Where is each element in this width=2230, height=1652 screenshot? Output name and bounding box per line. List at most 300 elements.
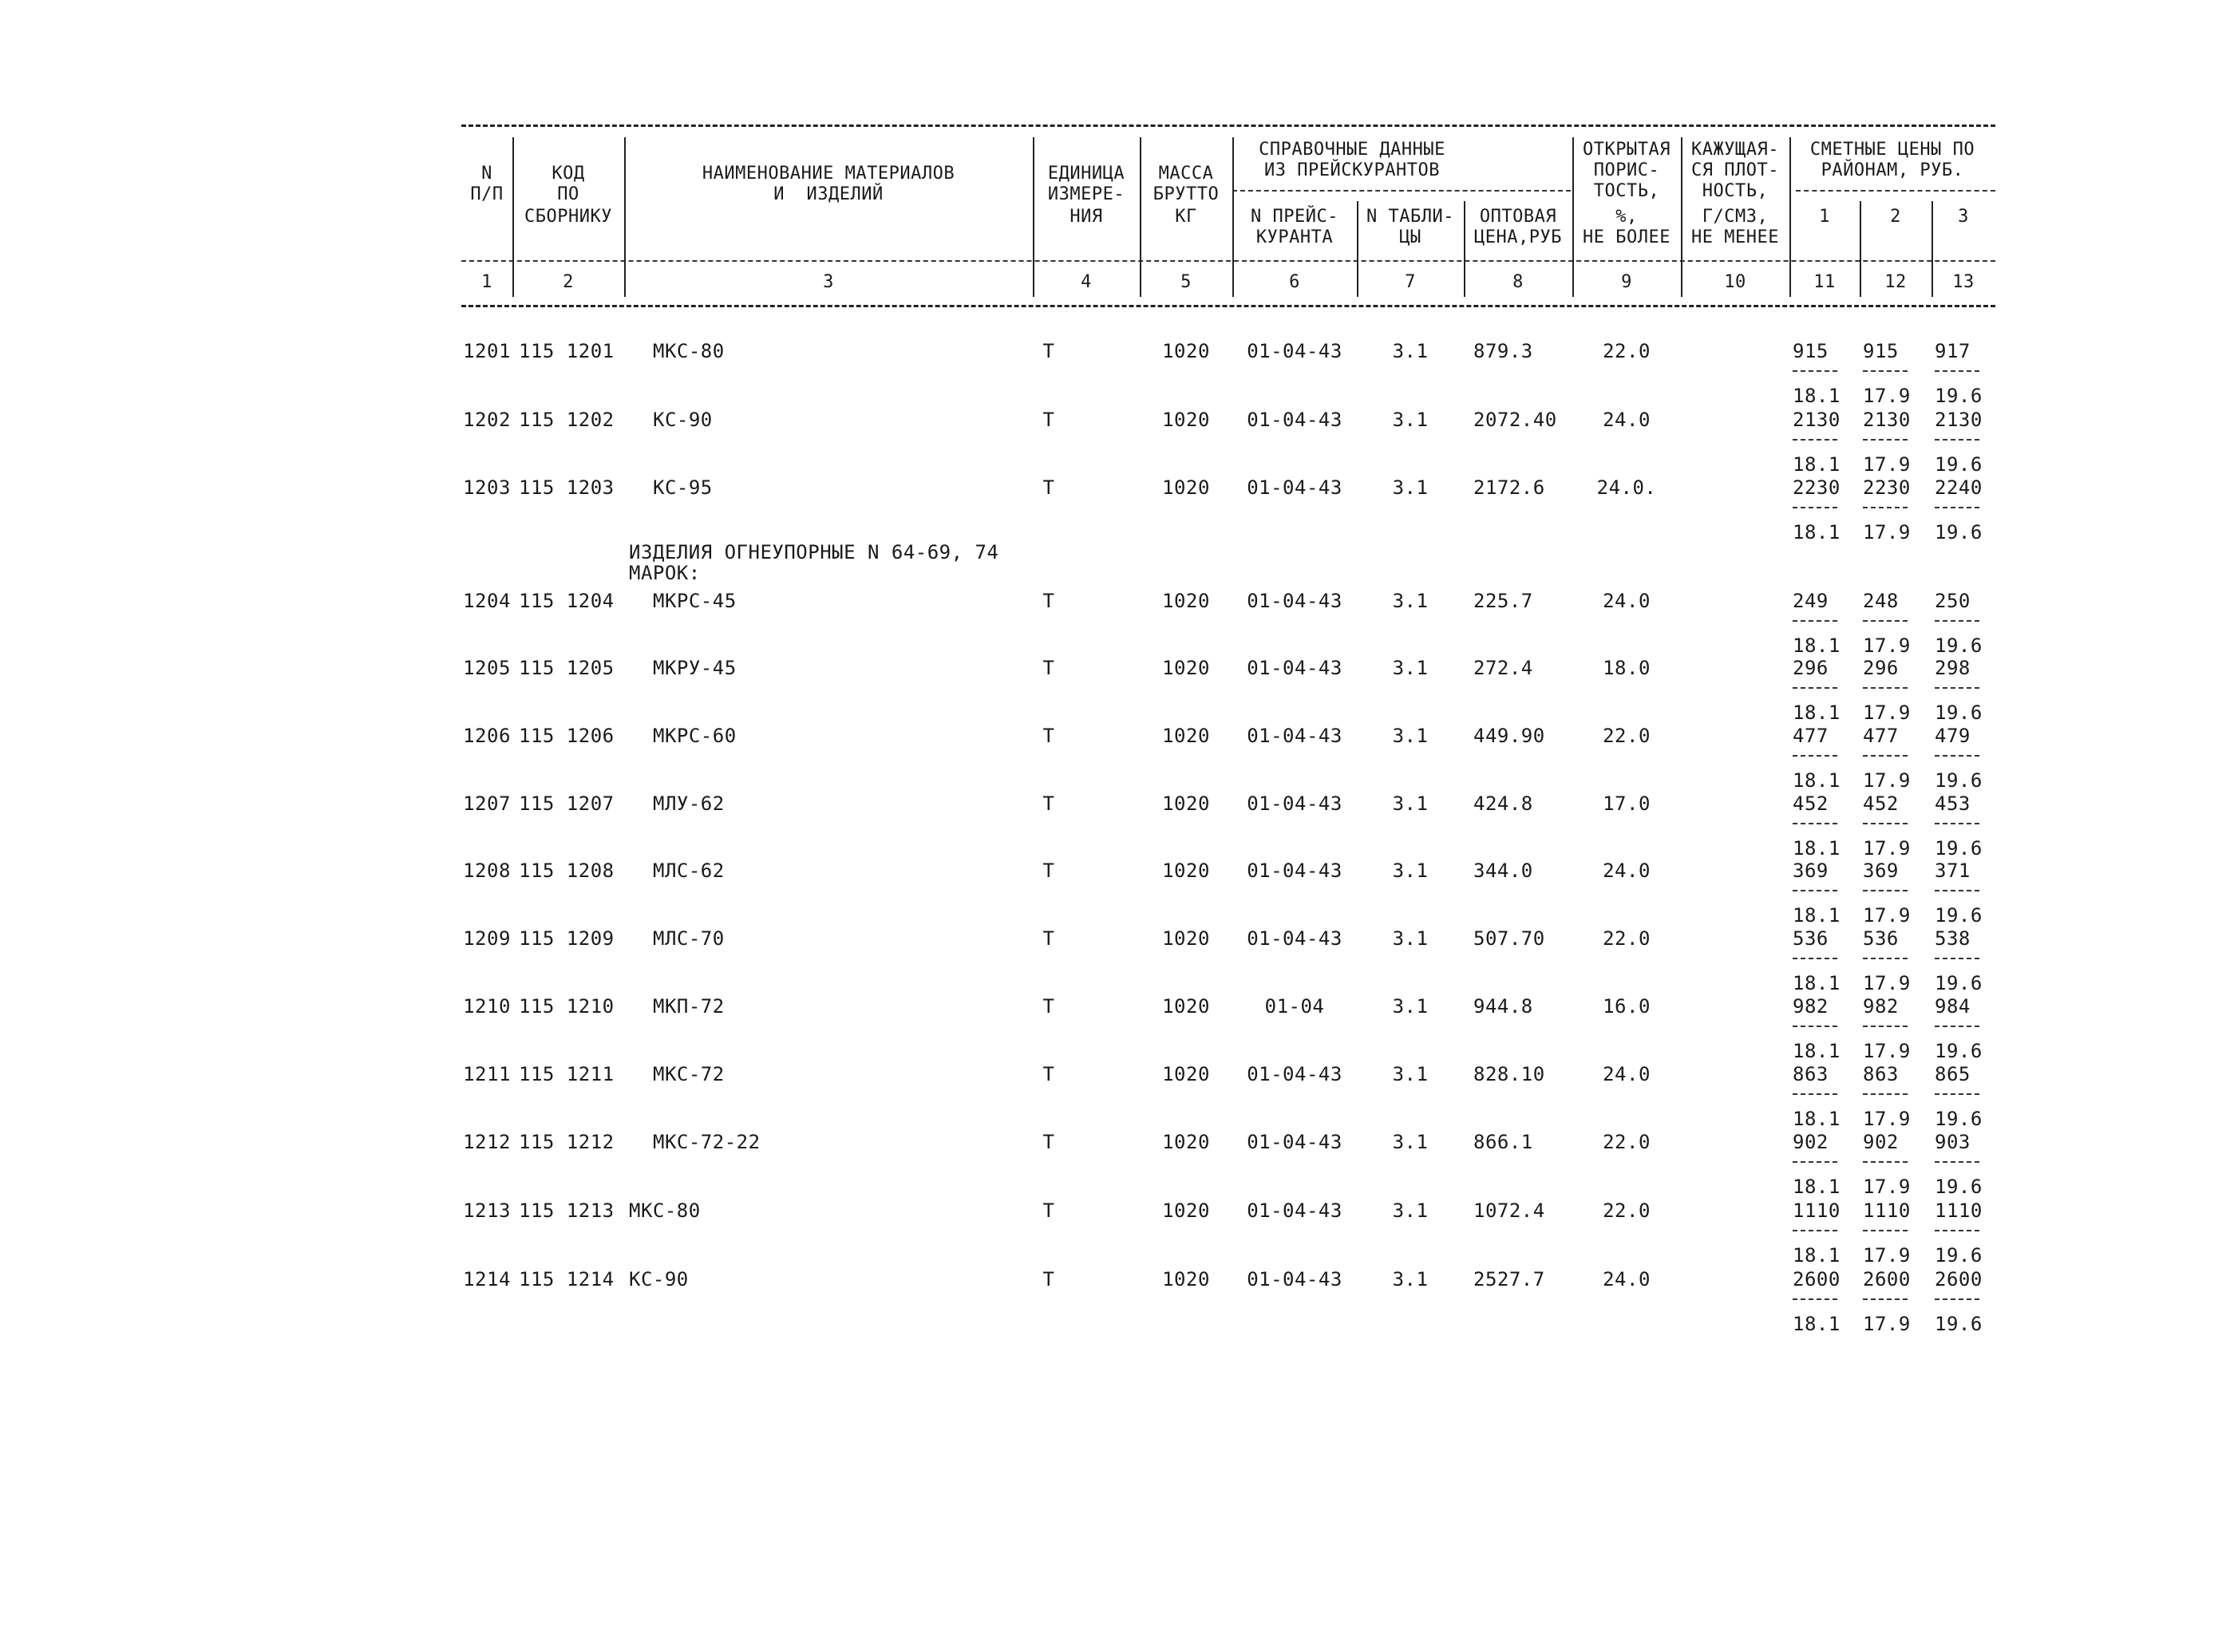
fraction-bar: [1863, 1161, 1908, 1163]
hdr-region-1: 1: [1819, 207, 1830, 227]
fraction-bar: [1793, 1161, 1837, 1163]
cell-pk: 01-04-43: [1247, 340, 1342, 362]
cell-code: 115 1201: [519, 340, 615, 362]
hdr-col4-l2: ИЗМЕРЕ-: [1047, 184, 1125, 204]
cell-name: КС-95: [653, 476, 713, 499]
cell-unit: Т: [1042, 340, 1055, 362]
colnum-11: 11: [1813, 272, 1836, 292]
fraction-bar: [1793, 958, 1837, 959]
cell-k2: 17.9: [1863, 453, 1911, 476]
fraction-bar: [1863, 958, 1908, 959]
cell-price: 866.1: [1473, 1131, 1533, 1153]
header-sub-rule-ref: [1232, 190, 1571, 192]
cell-unit: Т: [1042, 409, 1055, 431]
cell-n: 1204: [463, 590, 511, 612]
cell-mass: 1020: [1162, 476, 1210, 499]
cell-k3: 19.6: [1935, 521, 1983, 543]
cell-tab: 3.1: [1392, 340, 1429, 362]
cell-pk: 01-04-43: [1247, 590, 1342, 612]
cell-k2: 17.9: [1863, 702, 1911, 724]
cell-p1: 452: [1793, 792, 1829, 815]
cell-pk: 01-04-43: [1247, 792, 1342, 815]
cell-p2: 536: [1863, 927, 1899, 950]
cell-p1: 915: [1793, 340, 1829, 362]
cell-p2: 863: [1863, 1063, 1899, 1085]
fraction-bar: [1863, 890, 1908, 891]
hdr-col9-l4: %,: [1615, 207, 1638, 227]
colnum-13: 13: [1952, 272, 1975, 292]
cell-n: 1205: [463, 657, 511, 679]
cell-k3: 19.6: [1935, 702, 1983, 724]
cell-price: 2527.7: [1473, 1268, 1545, 1290]
cell-name: КС-90: [653, 409, 713, 431]
colnum-6: 6: [1289, 272, 1300, 292]
fraction-bar: [1863, 439, 1908, 441]
cell-k1: 18.1: [1793, 1176, 1841, 1198]
cell-por: 22.0: [1603, 1199, 1651, 1222]
cell-por: 22.0: [1603, 340, 1651, 362]
cell-tab: 3.1: [1392, 1063, 1429, 1085]
hdr-col5-l2: БРУТТО: [1153, 184, 1220, 204]
fraction-bar: [1935, 890, 1979, 891]
colnum-10: 10: [1724, 272, 1746, 292]
colnum-8: 8: [1512, 272, 1524, 292]
fraction-bar: [1935, 620, 1979, 622]
cell-price: 1072.4: [1473, 1199, 1545, 1222]
cell-mass: 1020: [1162, 340, 1210, 362]
cell-price: 944.8: [1473, 995, 1533, 1018]
cell-k2: 17.9: [1863, 837, 1911, 860]
fraction-bar: [1863, 1026, 1908, 1027]
fraction-bar: [1935, 439, 1979, 441]
cell-pk: 01-04-43: [1247, 476, 1342, 499]
cell-code: 115 1207: [519, 792, 615, 815]
fraction-bar: [1793, 370, 1837, 372]
fraction-bar: [1935, 823, 1979, 824]
colnum-9: 9: [1621, 272, 1632, 292]
hdr-group-ref-l1: СПРАВОЧНЫЕ ДАННЫЕ: [1259, 140, 1445, 160]
fraction-bar: [1935, 1026, 1979, 1027]
cell-mass: 1020: [1162, 927, 1210, 950]
fraction-bar: [1793, 1298, 1837, 1300]
cell-k1: 18.1: [1793, 1108, 1841, 1130]
cell-unit: Т: [1042, 1199, 1055, 1222]
hdr-col7-l2: ЦЫ: [1399, 227, 1421, 247]
cell-p2: 915: [1863, 340, 1899, 362]
cell-k1: 18.1: [1793, 1313, 1841, 1335]
cell-n: 1202: [463, 409, 511, 431]
cell-p2: 452: [1863, 792, 1899, 815]
cell-tab: 3.1: [1392, 657, 1429, 679]
cell-por: 24.0: [1603, 860, 1651, 882]
cell-mass: 1020: [1162, 409, 1210, 431]
cell-tab: 3.1: [1392, 725, 1429, 747]
cell-pk: 01-04-43: [1247, 1199, 1342, 1222]
hdr-col5-l3: КГ: [1175, 207, 1197, 227]
cell-p3: 865: [1935, 1063, 1971, 1085]
fraction-bar: [1863, 755, 1908, 757]
cell-unit: Т: [1042, 1268, 1055, 1290]
cell-por: 24.0: [1603, 1268, 1651, 1290]
fraction-bar: [1935, 958, 1979, 959]
fraction-bar: [1793, 755, 1837, 757]
cell-code: 115 1204: [519, 590, 615, 612]
hdr-col4-l3: НИЯ: [1070, 207, 1103, 227]
fraction-bar: [1863, 370, 1908, 372]
fraction-bar: [1793, 620, 1837, 622]
hdr-col8-l2: ЦЕНА,РУБ: [1474, 227, 1562, 247]
cell-unit: Т: [1042, 590, 1055, 612]
hdr-col7-l1: N ТАБЛИ-: [1366, 207, 1454, 227]
cell-por: 16.0: [1603, 995, 1651, 1018]
cell-p1: 536: [1793, 927, 1829, 950]
cell-pk: 01-04-43: [1247, 1063, 1342, 1085]
cell-code: 115 1214: [519, 1268, 615, 1290]
fraction-bar: [1863, 620, 1908, 622]
cell-k3: 19.6: [1935, 1040, 1983, 1062]
hdr-col6-l1: N ПРЕЙС-: [1251, 207, 1338, 227]
cell-k2: 17.9: [1863, 634, 1911, 657]
fraction-bar: [1935, 1161, 1979, 1163]
cell-n: 1212: [463, 1131, 511, 1153]
cell-name: МКС-80: [653, 340, 725, 362]
cell-p1: 902: [1793, 1131, 1829, 1153]
fraction-bar: [1793, 507, 1837, 508]
cell-p3: 250: [1935, 590, 1971, 612]
hdr-group-prices-l2: РАЙОНАМ, РУБ.: [1821, 160, 1964, 180]
cell-k2: 17.9: [1863, 769, 1911, 792]
cell-unit: Т: [1042, 657, 1055, 679]
cell-k1: 18.1: [1793, 769, 1841, 792]
cell-price: 344.0: [1473, 860, 1533, 882]
header-top-rule: [461, 124, 1995, 127]
cell-p3: 453: [1935, 792, 1971, 815]
cell-p3: 2240: [1935, 476, 1983, 499]
fraction-bar: [1793, 1230, 1837, 1231]
header-sub-rule-prices: [1796, 190, 1995, 192]
cell-mass: 1020: [1162, 860, 1210, 882]
cell-k1: 18.1: [1793, 1244, 1841, 1267]
cell-p3: 903: [1935, 1131, 1971, 1153]
cell-mass: 1020: [1162, 1268, 1210, 1290]
fraction-bar: [1935, 370, 1979, 372]
fraction-bar: [1863, 507, 1908, 508]
colnum-7: 7: [1405, 272, 1416, 292]
hdr-col2-l3: СБОРНИКУ: [524, 207, 612, 227]
header-bottom-rule: [461, 305, 1995, 307]
cell-p2: 296: [1863, 657, 1899, 679]
cell-k1: 18.1: [1793, 521, 1841, 543]
fraction-bar: [1793, 439, 1837, 441]
cell-mass: 1020: [1162, 995, 1210, 1018]
cell-price: 449.90: [1473, 725, 1545, 747]
cell-p2: 902: [1863, 1131, 1899, 1153]
cell-p1: 2600: [1793, 1268, 1841, 1290]
cell-code: 115 1210: [519, 995, 615, 1018]
cell-k1: 18.1: [1793, 385, 1841, 407]
cell-n: 1207: [463, 792, 511, 815]
cell-k1: 18.1: [1793, 702, 1841, 724]
hdr-col10-l1: КАЖУЩАЯ-: [1691, 140, 1779, 160]
cell-price: 879.3: [1473, 340, 1533, 362]
cell-k2: 17.9: [1863, 972, 1911, 994]
hdr-col9-l2: ПОРИС-: [1593, 160, 1660, 180]
cell-code: 115 1202: [519, 409, 615, 431]
cell-n: 1203: [463, 476, 511, 499]
cell-k2: 17.9: [1863, 521, 1911, 543]
cell-code: 115 1213: [519, 1199, 615, 1222]
cell-tab: 3.1: [1392, 1268, 1429, 1290]
hdr-group-ref-l2: ИЗ ПРЕЙСКУРАНТОВ: [1264, 160, 1440, 180]
hdr-col9-l5: НЕ БОЛЕЕ: [1583, 227, 1671, 247]
cell-p1: 863: [1793, 1063, 1829, 1085]
cell-n: 1206: [463, 725, 511, 747]
cell-unit: Т: [1042, 927, 1055, 950]
cell-name: МКС-80: [629, 1199, 701, 1222]
hdr-col10-l4: Г/СМ3,: [1702, 207, 1769, 227]
cell-k3: 19.6: [1935, 904, 1983, 927]
hdr-col5-l1: МАССА: [1158, 164, 1214, 184]
cell-por: 24.0: [1603, 1063, 1651, 1085]
cell-name: МКС-72-22: [653, 1131, 761, 1153]
cell-price: 2172.6: [1473, 476, 1545, 499]
cell-unit: Т: [1042, 476, 1055, 499]
fraction-bar: [1935, 1093, 1979, 1095]
cell-pk: 01-04-43: [1247, 1131, 1342, 1153]
cell-mass: 1020: [1162, 1131, 1210, 1153]
colnum-4: 4: [1081, 272, 1092, 292]
cell-k2: 17.9: [1863, 1176, 1911, 1198]
hdr-col10-l5: НЕ МЕНЕЕ: [1691, 227, 1779, 247]
cell-n: 1201: [463, 340, 511, 362]
cell-price: 424.8: [1473, 792, 1533, 815]
cell-price: 828.10: [1473, 1063, 1545, 1085]
cell-code: 115 1208: [519, 860, 615, 882]
cell-k3: 19.6: [1935, 385, 1983, 407]
cell-k1: 18.1: [1793, 634, 1841, 657]
cell-p2: 2130: [1863, 409, 1911, 431]
cell-unit: Т: [1042, 860, 1055, 882]
fraction-bar: [1793, 1026, 1837, 1027]
cell-p1: 249: [1793, 590, 1829, 612]
cell-unit: Т: [1042, 1131, 1055, 1153]
cell-por: 24.0: [1603, 590, 1651, 612]
cell-name: МКРС-60: [653, 725, 737, 747]
cell-name: МЛС-62: [653, 860, 725, 882]
cell-tab: 3.1: [1392, 409, 1429, 431]
fraction-bar: [1935, 1298, 1979, 1300]
cell-p3: 2130: [1935, 409, 1983, 431]
cell-k3: 19.6: [1935, 1176, 1983, 1198]
cell-k3: 19.6: [1935, 1244, 1983, 1267]
cell-mass: 1020: [1162, 657, 1210, 679]
fraction-bar: [1793, 890, 1837, 891]
cell-por: 24.0.: [1596, 476, 1657, 499]
cell-p1: 477: [1793, 725, 1829, 747]
cell-p3: 2600: [1935, 1268, 1983, 1290]
fraction-bar: [1863, 823, 1908, 824]
colnum-3: 3: [823, 272, 834, 292]
cell-unit: Т: [1042, 792, 1055, 815]
cell-price: 2072.40: [1473, 409, 1557, 431]
cell-k3: 19.6: [1935, 1108, 1983, 1130]
hdr-col10-l3: НОСТЬ,: [1702, 181, 1769, 201]
hdr-col10-l2: СЯ ПЛОТ-: [1691, 160, 1779, 180]
cell-p3: 984: [1935, 995, 1971, 1018]
cell-p2: 2600: [1863, 1268, 1911, 1290]
fraction-bar: [1935, 755, 1979, 757]
hdr-col3-l2: И ИЗДЕЛИЙ: [773, 184, 884, 204]
cell-k2: 17.9: [1863, 1040, 1911, 1062]
cell-k3: 19.6: [1935, 1313, 1983, 1335]
cell-p2: 1110: [1863, 1199, 1911, 1222]
cell-p2: 248: [1863, 590, 1899, 612]
cell-n: 1211: [463, 1063, 511, 1085]
cell-k2: 17.9: [1863, 1244, 1911, 1267]
cell-name: МЛС-70: [653, 927, 725, 950]
cell-tab: 3.1: [1392, 476, 1429, 499]
fraction-bar: [1863, 1230, 1908, 1231]
cell-por: 18.0: [1603, 657, 1651, 679]
cell-code: 115 1205: [519, 657, 615, 679]
hdr-col1-l2: П/П: [470, 184, 504, 204]
fraction-bar: [1793, 687, 1837, 689]
cell-unit: Т: [1042, 725, 1055, 747]
cell-unit: Т: [1042, 1063, 1055, 1085]
cell-price: 272.4: [1473, 657, 1533, 679]
cell-p1: 1110: [1793, 1199, 1841, 1222]
fraction-bar: [1863, 1093, 1908, 1095]
cell-p3: 917: [1935, 340, 1971, 362]
cell-price: 225.7: [1473, 590, 1533, 612]
hdr-group-prices-l1: СМЕТНЫЕ ЦЕНЫ ПО: [1809, 140, 1975, 160]
cell-k1: 18.1: [1793, 972, 1841, 994]
cell-p1: 369: [1793, 860, 1829, 882]
cell-pk: 01-04-43: [1247, 927, 1342, 950]
cell-n: 1210: [463, 995, 511, 1018]
cell-name: МКП-72: [653, 995, 725, 1018]
cell-pk: 01-04-43: [1247, 725, 1342, 747]
cell-tab: 3.1: [1392, 995, 1429, 1018]
cell-k1: 18.1: [1793, 453, 1841, 476]
fraction-bar: [1935, 687, 1979, 689]
cell-code: 115 1209: [519, 927, 615, 950]
cell-por: 22.0: [1603, 927, 1651, 950]
cell-n: 1209: [463, 927, 511, 950]
cell-k2: 17.9: [1863, 1108, 1911, 1130]
hdr-col1-l1: N: [481, 164, 492, 184]
section-title-l1: ИЗДЕЛИЯ ОГНЕУПОРНЫЕ N 64-69, 74: [629, 541, 999, 563]
cell-mass: 1020: [1162, 792, 1210, 815]
cell-pk: 01-04-43: [1247, 657, 1342, 679]
cell-k1: 18.1: [1793, 904, 1841, 927]
hdr-col2-l1: КОД: [552, 164, 585, 184]
cell-mass: 1020: [1162, 725, 1210, 747]
cell-p3: 1110: [1935, 1199, 1983, 1222]
cell-p1: 2130: [1793, 409, 1841, 431]
colnum-2: 2: [563, 272, 574, 292]
cell-k2: 17.9: [1863, 1313, 1911, 1335]
fraction-bar: [1935, 507, 1979, 508]
cell-name: МКС-72: [653, 1063, 725, 1085]
colnum-5: 5: [1180, 272, 1192, 292]
cell-tab: 3.1: [1392, 860, 1429, 882]
cell-code: 115 1206: [519, 725, 615, 747]
cell-p1: 982: [1793, 995, 1829, 1018]
cell-k3: 19.6: [1935, 453, 1983, 476]
hdr-col9-l3: ТОСТЬ,: [1593, 181, 1660, 201]
cell-pk: 01-04-43: [1247, 860, 1342, 882]
cell-pk: 01-04-43: [1247, 409, 1342, 431]
cell-code: 115 1211: [519, 1063, 615, 1085]
hdr-col2-l2: ПО: [557, 184, 579, 204]
cell-p1: 2230: [1793, 476, 1841, 499]
cell-por: 22.0: [1603, 725, 1651, 747]
cell-name: МЛУ-62: [653, 792, 725, 815]
cell-p3: 298: [1935, 657, 1971, 679]
cell-por: 17.0: [1603, 792, 1651, 815]
cell-mass: 1020: [1162, 1199, 1210, 1222]
cell-p3: 538: [1935, 927, 1971, 950]
fraction-bar: [1863, 687, 1908, 689]
hdr-col6-l2: КУРАНТА: [1255, 227, 1334, 247]
cell-p1: 296: [1793, 657, 1829, 679]
fraction-bar: [1793, 1093, 1837, 1095]
cell-code: 115 1212: [519, 1131, 615, 1153]
cell-name: МКРУ-45: [653, 657, 737, 679]
colnum-1: 1: [481, 272, 492, 292]
cell-p2: 477: [1863, 725, 1899, 747]
cell-name: КС-90: [629, 1268, 689, 1290]
section-title-l2: МАРОК:: [629, 562, 701, 584]
cell-p2: 982: [1863, 995, 1899, 1018]
cell-pk: 01-04-43: [1247, 1268, 1342, 1290]
cell-n: 1213: [463, 1199, 511, 1222]
cell-n: 1208: [463, 860, 511, 882]
hdr-region-2: 2: [1890, 207, 1901, 227]
cell-k2: 17.9: [1863, 904, 1911, 927]
colnum-12: 12: [1884, 272, 1907, 292]
cell-code: 115 1203: [519, 476, 615, 499]
hdr-col9-l1: ОТКРЫТАЯ: [1583, 140, 1671, 160]
cell-unit: Т: [1042, 995, 1055, 1018]
cell-tab: 3.1: [1392, 1131, 1429, 1153]
cell-p2: 2230: [1863, 476, 1911, 499]
cell-name: МКРС-45: [653, 590, 737, 612]
cell-k2: 17.9: [1863, 385, 1911, 407]
hdr-col8-l1: ОПТОВАЯ: [1479, 207, 1557, 227]
hdr-col3-l1: НАИМЕНОВАНИЕ МАТЕРИАЛОВ: [702, 164, 955, 184]
cell-k1: 18.1: [1793, 837, 1841, 860]
cell-mass: 1020: [1162, 590, 1210, 612]
hdr-region-3: 3: [1958, 207, 1969, 227]
cell-pk: 01-04: [1264, 995, 1325, 1018]
cell-tab: 3.1: [1392, 1199, 1429, 1222]
cell-por: 24.0: [1603, 409, 1651, 431]
cell-k3: 19.6: [1935, 837, 1983, 860]
header-mid-rule: [461, 260, 1995, 262]
fraction-bar: [1863, 1298, 1908, 1300]
cell-k3: 19.6: [1935, 972, 1983, 994]
cell-k3: 19.6: [1935, 769, 1983, 792]
cell-p3: 371: [1935, 860, 1971, 882]
hdr-col4-l1: ЕДИНИЦА: [1047, 164, 1125, 184]
fraction-bar: [1935, 1230, 1979, 1231]
cell-n: 1214: [463, 1268, 511, 1290]
cell-p2: 369: [1863, 860, 1899, 882]
cell-price: 507.70: [1473, 927, 1545, 950]
cell-mass: 1020: [1162, 1063, 1210, 1085]
